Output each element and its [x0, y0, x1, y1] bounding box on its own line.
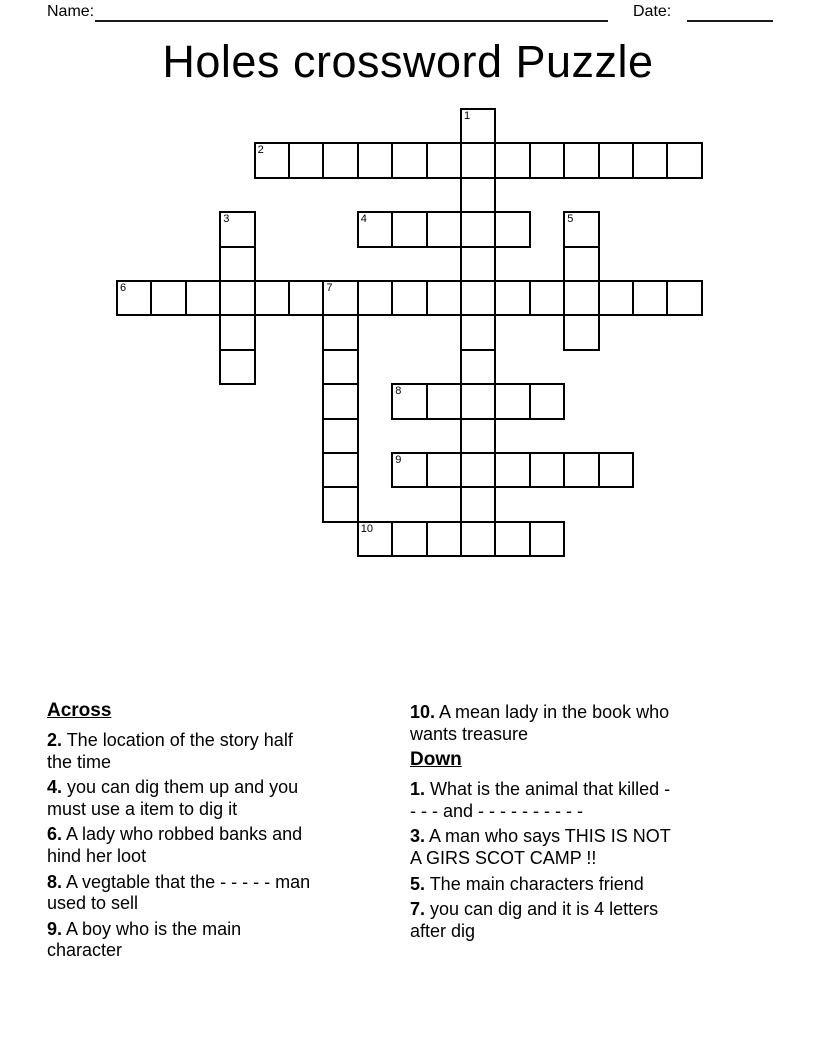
clue-text-line: after dig — [410, 920, 476, 941]
grid-cell[interactable] — [322, 486, 358, 522]
clue-text-line: - - - and - - - - - - - - - - — [410, 800, 583, 821]
grid-cell[interactable] — [460, 280, 496, 316]
grid-cell[interactable] — [460, 486, 496, 522]
grid-cell[interactable] — [219, 349, 255, 385]
grid-cell[interactable] — [563, 452, 599, 488]
grid-cell[interactable] — [219, 314, 255, 350]
clue-number: 1. — [410, 779, 426, 800]
clue-number-label: 1 — [464, 110, 471, 122]
grid-cell[interactable] — [322, 314, 358, 350]
clue-number: 5. — [410, 873, 426, 894]
grid-cell[interactable] — [494, 211, 530, 247]
grid-cell[interactable] — [460, 383, 496, 419]
grid-cell[interactable] — [391, 452, 427, 488]
clue-number-label: 5 — [567, 213, 574, 226]
grid-cell[interactable] — [563, 211, 599, 247]
clue-number-label: 6 — [120, 282, 127, 294]
grid-cell[interactable] — [494, 452, 530, 488]
grid-cell[interactable] — [494, 142, 530, 178]
grid-cell[interactable] — [494, 383, 530, 419]
clue-text-line: 7. you can dig and it is 4 letters — [410, 899, 659, 920]
clue-text-line: must use a item to dig it — [47, 798, 238, 819]
clue-text-line: 9. A boy who is the main — [47, 918, 242, 939]
date-fill-line[interactable] — [687, 0, 773, 22]
grid-cell[interactable] — [426, 383, 462, 419]
grid-cell[interactable] — [563, 280, 599, 316]
grid-cell[interactable] — [426, 521, 462, 557]
grid-cell[interactable] — [460, 452, 496, 488]
clue-text-line: wants treasure — [410, 723, 529, 744]
grid-cell[interactable] — [460, 349, 496, 385]
clue-number-label: 3 — [223, 213, 230, 226]
grid-cell[interactable] — [288, 280, 324, 316]
grid-cell[interactable] — [426, 142, 462, 178]
clue-text-line: character — [47, 940, 123, 961]
grid-cell[interactable] — [529, 383, 565, 419]
grid-cell[interactable] — [322, 142, 358, 178]
clue-number-label: 4 — [360, 213, 367, 226]
grid-cell[interactable] — [460, 211, 496, 247]
grid-cell[interactable] — [322, 418, 358, 454]
clue-text-line: A GIRS SCOT CAMP !! — [410, 847, 597, 868]
grid-cell[interactable] — [563, 142, 599, 178]
clue-text-line: used to sell — [47, 893, 139, 914]
clue-item — [410, 874, 790, 896]
grid-cell[interactable] — [322, 280, 358, 316]
clue-number: 10. — [410, 702, 436, 722]
clue-number-label: 8 — [395, 385, 402, 398]
grid-cell[interactable] — [632, 280, 668, 316]
grid-cell[interactable] — [563, 246, 599, 282]
grid-cell[interactable] — [219, 246, 255, 282]
clue-text-line: 4. you can dig them up and you — [47, 777, 299, 798]
clue-number: 8. — [47, 871, 63, 892]
down-heading: Down — [410, 749, 462, 771]
clue-item — [47, 872, 403, 915]
grid-cell[interactable] — [288, 142, 324, 178]
clue-item — [47, 824, 403, 867]
grid-cell[interactable] — [391, 383, 427, 419]
grid-cell[interactable] — [357, 211, 393, 247]
clue-item — [47, 919, 403, 962]
clue-number: 6. — [47, 824, 63, 845]
clue-number: 2. — [47, 730, 63, 750]
grid-cell[interactable] — [357, 280, 393, 316]
grid-cell[interactable] — [529, 280, 565, 316]
clue-text-line: 6. A lady who robbed banks and — [47, 824, 303, 845]
clue-item — [410, 702, 790, 745]
grid-cell[interactable] — [116, 280, 152, 316]
date-label: Date: — [633, 3, 672, 20]
grid-cell[interactable] — [632, 142, 668, 178]
grid-cell[interactable] — [391, 211, 427, 247]
clue-number-label: 9 — [395, 454, 402, 466]
grid-cell[interactable] — [460, 418, 496, 454]
grid-cell[interactable] — [529, 452, 565, 488]
grid-cell[interactable] — [322, 383, 358, 419]
grid-cell[interactable] — [391, 280, 427, 316]
grid-cell[interactable] — [219, 211, 255, 247]
clues-left-column — [47, 700, 403, 966]
grid-cell[interactable] — [426, 280, 462, 316]
clue-number: 3. — [410, 826, 426, 847]
name-label: Name: — [47, 3, 95, 20]
grid-cell[interactable] — [357, 521, 393, 557]
clue-number: 4. — [47, 777, 63, 798]
grid-cell[interactable] — [150, 280, 186, 316]
grid-cell[interactable] — [494, 280, 530, 316]
clue-item — [410, 826, 790, 869]
grid-cell[interactable] — [598, 280, 634, 316]
grid-cell[interactable] — [598, 142, 634, 178]
grid-cell[interactable] — [322, 349, 358, 385]
grid-cell[interactable] — [391, 142, 427, 178]
clue-number-label: 10 — [360, 522, 374, 535]
clue-text-line: 1. What is the animal that killed - — [410, 779, 671, 800]
clue-text-line: 8. A vegtable that the - - - - - man — [47, 871, 311, 892]
grid-cell[interactable] — [563, 314, 599, 350]
grid-cell[interactable] — [254, 142, 290, 178]
grid-cell[interactable] — [357, 142, 393, 178]
clue-item — [47, 730, 403, 773]
clue-item — [47, 777, 403, 820]
grid-cell[interactable] — [185, 280, 221, 316]
clue-number: 9. — [47, 918, 63, 939]
clue-text-line: the time — [47, 751, 112, 772]
clue-text-line: 2. The location of the story half — [47, 730, 293, 750]
clue-number-label: 2 — [257, 144, 264, 157]
grid-cell[interactable] — [460, 314, 496, 350]
grid-cell[interactable] — [529, 142, 565, 178]
grid-cell[interactable] — [322, 452, 358, 488]
grid-cell[interactable] — [426, 452, 462, 488]
clue-text-line: 3. A man who says THIS IS NOT — [410, 826, 671, 847]
grid-cell[interactable] — [460, 521, 496, 557]
grid-cell[interactable] — [219, 280, 255, 316]
clue-text-line: 5. The main characters friend — [410, 873, 644, 894]
clue-number: 7. — [410, 899, 426, 920]
clue-item — [410, 899, 790, 942]
page-title: Holes crossword Puzzle — [162, 36, 654, 87]
grid-cell[interactable] — [598, 452, 634, 488]
clue-item — [410, 779, 790, 822]
grid-cell[interactable] — [460, 142, 496, 178]
grid-cell[interactable] — [529, 521, 565, 557]
grid-cell[interactable] — [666, 280, 702, 316]
across-heading: Across — [47, 700, 112, 721]
grid-cell[interactable] — [494, 521, 530, 557]
grid-cell[interactable] — [391, 521, 427, 557]
name-fill-line[interactable] — [95, 0, 608, 22]
grid-cell[interactable] — [460, 246, 496, 282]
grid-cell[interactable] — [254, 280, 290, 316]
clues-right-column — [410, 702, 790, 946]
clue-number-label: 7 — [326, 282, 333, 294]
grid-cell[interactable] — [460, 108, 496, 144]
clue-text-line: hind her loot — [47, 845, 147, 866]
grid-cell[interactable] — [460, 177, 496, 213]
clue-text-line: 10. A mean lady in the book who — [410, 702, 670, 722]
grid-cell[interactable] — [666, 142, 702, 178]
grid-cell[interactable] — [426, 211, 462, 247]
